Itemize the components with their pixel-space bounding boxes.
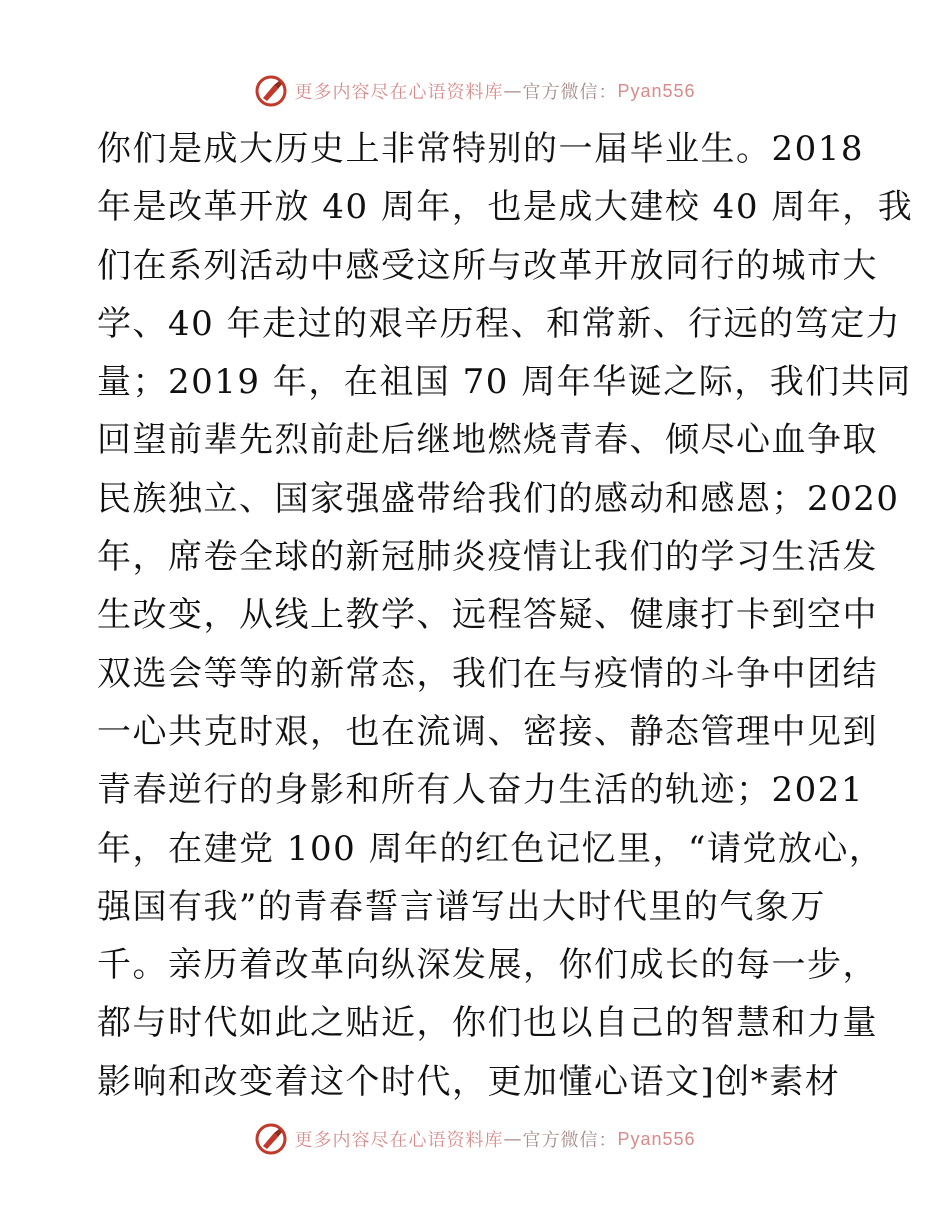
text-line: 你们是成大历史上非常特别的一届毕业生。2018 bbox=[97, 129, 865, 169]
pen-nib-logo-icon bbox=[254, 74, 288, 108]
text-line: 年是改革开放 40 周年，也是成大建校 40 周年，我 bbox=[97, 187, 914, 228]
text-line: 学、40 年走过的艰辛历程、和常新、行远的笃定力 bbox=[97, 303, 902, 344]
text-line: 年，席卷全球的新冠肺炎疫情让我们的学习生活发 bbox=[97, 537, 878, 578]
banner-dash: — bbox=[503, 1128, 523, 1150]
banner-sub-text: 官方微信： bbox=[522, 82, 618, 103]
text-line: 一心共克时艰，也在流调、密接、静态管理中见到 bbox=[97, 711, 878, 752]
text-line: 千。亲历着改革向纵深发展，你们成长的每一步， bbox=[97, 945, 878, 986]
text-line: 双选会等等的新常态，我们在与疫情的斗争中团结 bbox=[97, 653, 878, 694]
footer-watermark-banner bbox=[0, 1118, 950, 1160]
header-watermark-banner bbox=[0, 70, 950, 112]
text-line: 年，在建党 100 周年的红色记忆里，“请党放心， bbox=[97, 828, 885, 869]
text-line: 们在系列活动中感受这所与改革开放同行的城市大 bbox=[97, 245, 878, 286]
text-line: 强国有我”的青春誓言谱写出大时代里的气象万 bbox=[97, 886, 826, 927]
text-line: 都与时代如此之贴近，你们也以自己的智慧和力量 bbox=[97, 1003, 878, 1044]
text-line: 量；2019 年，在祖国 70 周年华诞之际，我们共同 bbox=[97, 362, 912, 403]
text-line: 青春逆行的身影和所有人奋力生活的轨迹；2021 bbox=[97, 770, 865, 811]
banner-main-text: 更多内容尽在心语资料库 bbox=[294, 1130, 504, 1151]
banner-main-text: 更多内容尽在心语资料库 bbox=[294, 82, 504, 103]
text-line: 生改变，从线上教学、远程答疑、健康打卡到空中 bbox=[97, 595, 878, 636]
pen-nib-logo-icon bbox=[254, 1122, 288, 1156]
text-line: 回望前辈先烈前赴后继地燃烧青春、倾尽心血争取 bbox=[97, 420, 878, 461]
text-line: 民族独立、国家强盛带给我们的感动和感恩；2020 bbox=[97, 478, 900, 519]
banner-dash: — bbox=[503, 80, 523, 102]
banner-sub-text: 官方微信： bbox=[522, 1130, 618, 1151]
document-body bbox=[97, 120, 914, 1111]
banner-wechat-id: Pyan556 bbox=[617, 1128, 696, 1149]
text-line: 影响和改变着这个时代，更加懂心语文]创*素材 bbox=[97, 1061, 841, 1102]
banner-wechat-id: Pyan556 bbox=[617, 80, 696, 101]
